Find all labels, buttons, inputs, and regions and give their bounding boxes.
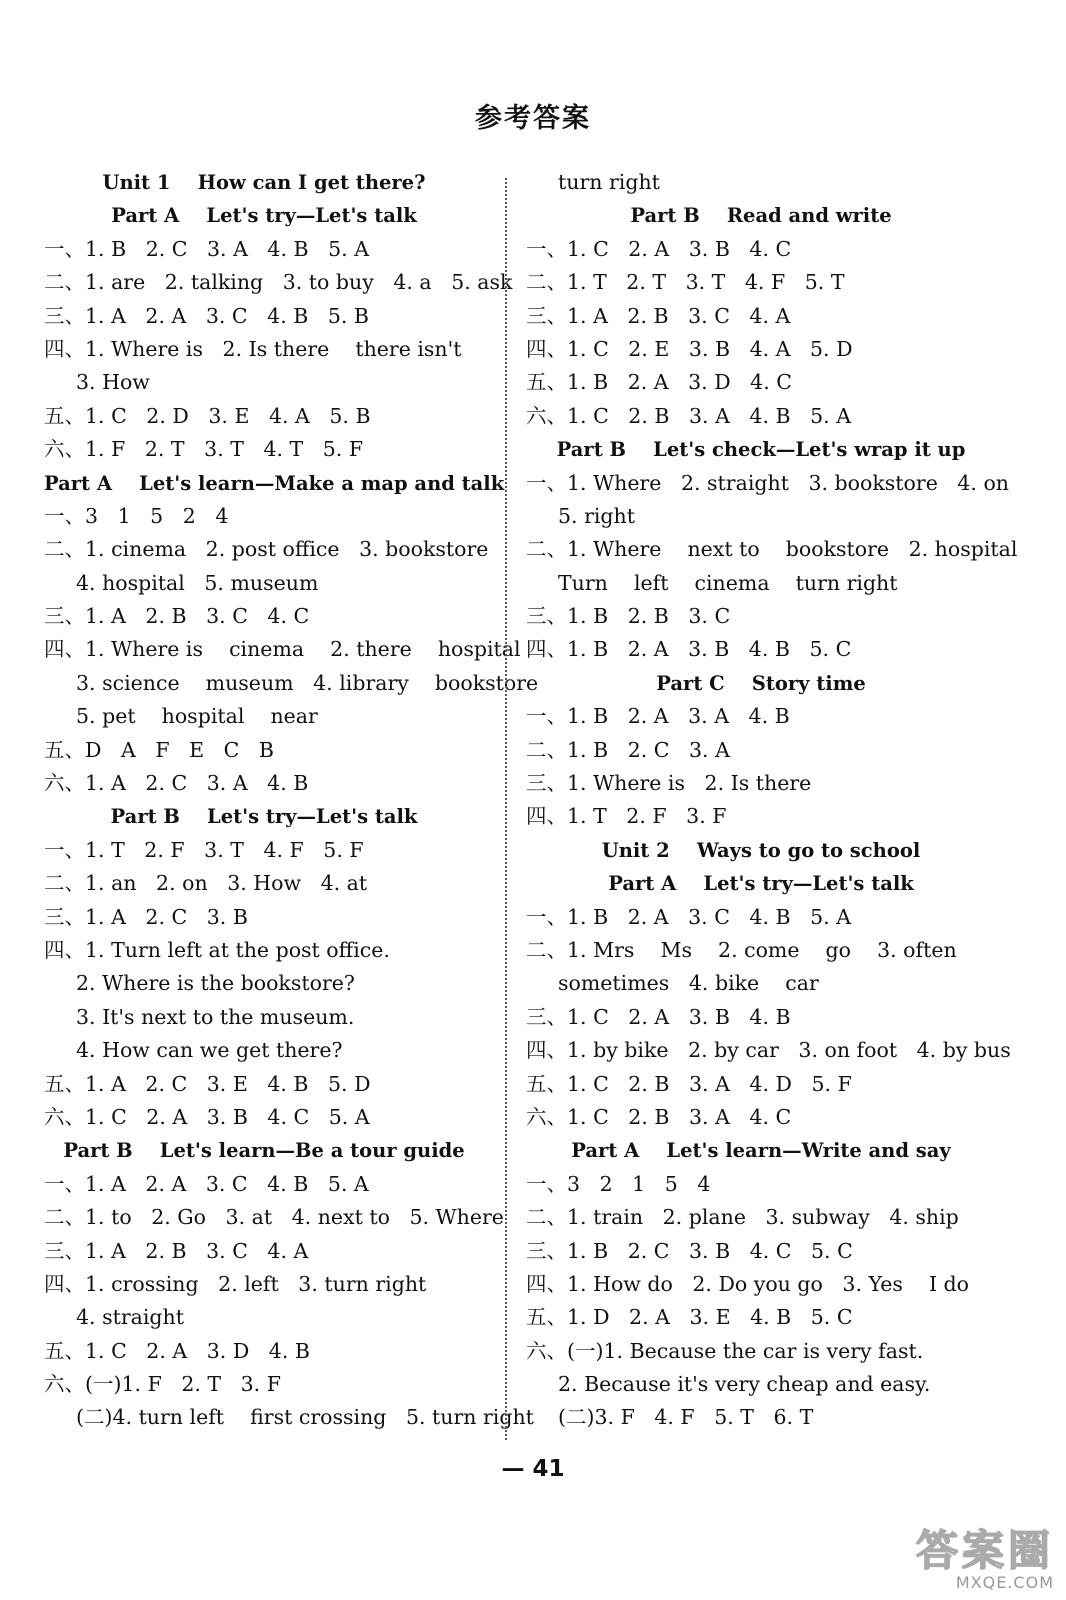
answer-line: sometimes 4. bike car xyxy=(558,971,819,996)
answer-line: 六、1. A 2. C 3. A 4. B xyxy=(44,771,309,796)
answer-line: 一、3 1 5 2 4 xyxy=(44,503,229,528)
answer-line: 5. right xyxy=(558,503,635,528)
answer-line: 一、1. A 2. A 3. C 4. B 5. A xyxy=(44,1171,369,1196)
answer-line: 四、1. Turn left at the post office. xyxy=(44,937,390,962)
answer-line: 二、1. train 2. plane 3. subway 4. ship xyxy=(526,1205,959,1230)
answer-line: 三、1. B 2. B 3. C xyxy=(526,604,731,629)
answer-line: 一、1. Where 2. straight 3. bookstore 4. on xyxy=(526,470,1009,495)
page-title: 参考答案 xyxy=(475,103,591,134)
answer-line: turn right xyxy=(558,170,660,194)
watermark-url: MXQE.COM xyxy=(955,1573,1054,1593)
answer-line: 四、1. crossing 2. left 3. turn right xyxy=(44,1271,427,1296)
page-number: — 41 xyxy=(501,1456,565,1482)
answer-column-left xyxy=(44,166,539,1435)
answer-line: 二、1. T 2. T 3. T 4. F 5. T xyxy=(526,270,845,295)
answer-line: 一、1. B 2. A 3. C 4. B 5. A xyxy=(526,904,851,929)
answer-line: 二、1. to 2. Go 3. at 4. next to 5. Where xyxy=(44,1205,504,1230)
answer-line: 六、(一)1. Because the car is very fast. xyxy=(526,1338,924,1363)
answer-line: 二、1. B 2. C 3. A xyxy=(526,737,730,762)
answer-line: 四、1. Where is 2. Is there there isn't xyxy=(44,336,462,361)
answer-line: 四、1. How do 2. Do you go 3. Yes I do xyxy=(526,1271,970,1296)
section-heading: Part A Let's try—Let's talk xyxy=(608,872,914,896)
section-heading: Part B Read and write xyxy=(630,204,892,228)
answer-line: Turn left cinema turn right xyxy=(558,570,898,595)
answer-line: 五、1. C 2. A 3. D 4. B xyxy=(44,1338,310,1363)
section-heading: Part B Let's learn—Be a tour guide xyxy=(63,1139,465,1163)
answer-line: 2. Because it's very cheap and easy. xyxy=(558,1372,931,1397)
answer-line: 四、1. B 2. A 3. B 4. B 5. C xyxy=(526,637,852,662)
answer-line: 4. straight xyxy=(76,1305,184,1330)
answer-line: 五、1. C 2. D 3. E 4. A 5. B xyxy=(44,403,371,428)
answer-line: 二、1. an 2. on 3. How 4. at xyxy=(44,871,368,896)
answer-line: 四、1. C 2. E 3. B 4. A 5. D xyxy=(526,336,853,361)
answer-line: 一、1. B 2. A 3. A 4. B xyxy=(526,704,790,729)
section-heading: Part A Let's learn—Write and say xyxy=(571,1139,951,1163)
answer-line: 四、1. T 2. F 3. F xyxy=(526,804,727,829)
answer-line: 六、1. C 2. A 3. B 4. C 5. A xyxy=(44,1104,370,1129)
watermark xyxy=(916,1528,1054,1592)
answer-line: 五、1. D 2. A 3. E 4. B 5. C xyxy=(526,1305,853,1330)
answer-line: 一、1. T 2. F 3. T 4. F 5. F xyxy=(44,837,364,862)
answer-line: 一、1. B 2. C 3. A 4. B 5. A xyxy=(44,236,369,261)
answer-line: 三、1. A 2. B 3. C 4. A xyxy=(44,1238,309,1263)
answer-line: 一、3 2 1 5 4 xyxy=(526,1171,711,1196)
answer-line: 四、1. by bike 2. by car 3. on foot 4. by bus xyxy=(526,1038,1011,1063)
answer-line: 六、1. C 2. B 3. A 4. B 5. A xyxy=(526,403,851,428)
answer-line: 3. science museum 4. library bookstore xyxy=(76,670,539,695)
section-heading: Part A Let's try—Let's talk xyxy=(111,204,417,228)
answer-line: 二、1. Where next to bookstore 2. hospital xyxy=(526,537,1018,562)
answer-line: 六、1. F 2. T 3. T 4. T 5. F xyxy=(44,437,364,462)
section-heading: Part B Let's try—Let's talk xyxy=(110,805,418,829)
answer-line: 一、1. C 2. A 3. B 4. C xyxy=(526,236,792,261)
column-divider xyxy=(505,178,507,1440)
answer-line: 三、1. A 2. B 3. C 4. A xyxy=(526,303,791,328)
answer-line: 三、1. C 2. A 3. B 4. B xyxy=(526,1004,791,1029)
section-heading: Unit 2 Ways to go to school xyxy=(601,838,921,862)
answer-line: 五、1. C 2. B 3. A 4. D 5. F xyxy=(526,1071,852,1096)
answer-line: 二、1. Mrs Ms 2. come go 3. often xyxy=(526,937,957,962)
answer-line: 三、1. Where is 2. Is there xyxy=(526,771,812,796)
section-heading: Part B Let's check—Let's wrap it up xyxy=(556,438,966,462)
answer-line: (二)3. F 4. F 5. T 6. T xyxy=(558,1405,814,1430)
answer-line: 4. hospital 5. museum xyxy=(76,570,319,595)
answer-line: 六、1. C 2. B 3. A 4. C xyxy=(526,1104,792,1129)
answer-line: 六、(一)1. F 2. T 3. F xyxy=(44,1372,281,1397)
answer-line: 五、1. A 2. C 3. E 4. B 5. D xyxy=(44,1071,371,1096)
answer-line: 五、1. B 2. A 3. D 4. C xyxy=(526,370,792,395)
answer-line: 四、1. Where is cinema 2. there hospital xyxy=(44,637,521,662)
section-heading: Part C Story time xyxy=(656,671,866,695)
answer-line: 三、1. A 2. B 3. C 4. C xyxy=(44,604,310,629)
answer-line: 三、1. B 2. C 3. B 4. C 5. C xyxy=(526,1238,853,1263)
answer-line: 五、D A F E C B xyxy=(44,737,274,762)
answer-line: 3. It's next to the museum. xyxy=(76,1004,355,1029)
section-heading: Unit 1 How can I get there? xyxy=(102,171,426,194)
answer-column-right xyxy=(526,166,1018,1435)
answer-line: (二)4. turn left first crossing 5. turn right xyxy=(76,1405,534,1430)
answer-line: 三、1. A 2. A 3. C 4. B 5. B xyxy=(44,303,369,328)
answer-line: 二、1. are 2. talking 3. to buy 4. a 5. ask xyxy=(44,270,513,295)
answer-line: 4. How can we get there? xyxy=(76,1038,343,1063)
answer-line: 2. Where is the bookstore? xyxy=(76,971,355,996)
watermark-logo: 答案圈 xyxy=(915,1526,1054,1576)
section-heading: Part A Let's learn—Make a map and talk xyxy=(44,471,505,495)
answer-line: 3. How xyxy=(76,370,150,395)
answer-line: 5. pet hospital near xyxy=(76,704,318,729)
answer-line: 三、1. A 2. C 3. B xyxy=(44,904,248,929)
answer-line: 二、1. cinema 2. post office 3. bookstore xyxy=(44,537,489,562)
